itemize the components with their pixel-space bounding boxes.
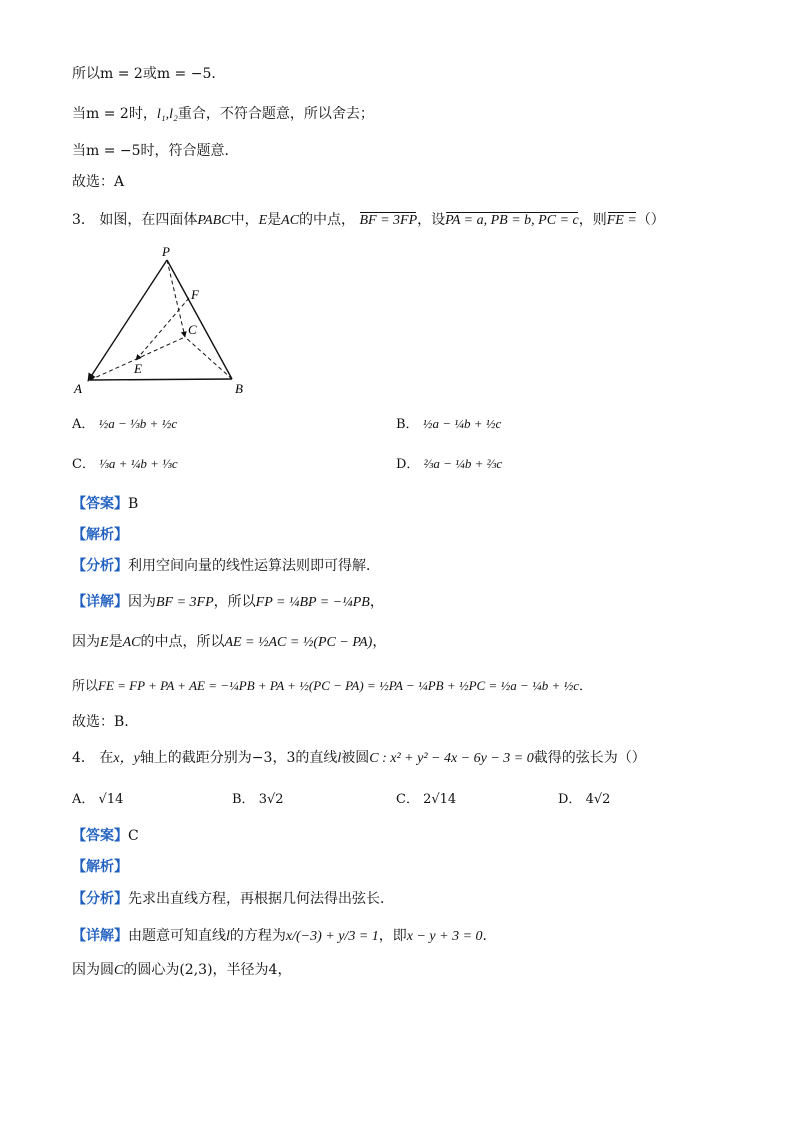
edge-pc: [167, 260, 185, 337]
q4-option-b[interactable]: [232, 790, 284, 810]
q3-answer: [72, 494, 138, 514]
vector-fe: FE =: [607, 211, 637, 231]
xiangjie-tag: 【详解】: [72, 594, 128, 610]
label-c: C: [188, 322, 197, 337]
text-segment: 被圆: [341, 750, 370, 766]
text-segment: 是: [108, 634, 123, 650]
edge-pb: [167, 260, 232, 379]
answer-value: C: [128, 828, 139, 844]
text-segment: ．: [579, 679, 593, 694]
circle-c: C: [114, 963, 124, 978]
tetrahedron-figure: [70, 243, 270, 398]
axes-xy: x，y: [113, 751, 140, 766]
option-label: B．: [396, 417, 419, 432]
q3-detail-3: [72, 676, 592, 697]
text-segment: 截得的弦长为（）: [533, 750, 646, 766]
q4-fenxi: [72, 889, 394, 909]
text-segment: 中，: [230, 212, 259, 228]
q3-fenxi: [72, 556, 380, 576]
option-a[interactable]: [72, 414, 177, 435]
vector-equation: AE = ½AC = ½(PC − PA): [224, 635, 373, 650]
text-segment: 当m = 2时，: [72, 106, 157, 122]
edge-pa: [88, 260, 167, 381]
fenxi-text: 利用空间向量的线性运算法则即可得解．: [128, 558, 380, 574]
text-segment: ，即: [378, 928, 407, 944]
vector-equation: BF = 3FP: [156, 595, 214, 610]
option-text: ½a − ⅓b + ½c: [98, 416, 178, 431]
text-segment: 因为圆: [72, 962, 114, 978]
text-segment: 如图，在四面体: [99, 212, 198, 228]
option-label: A．: [72, 792, 95, 807]
option-text: 4√2: [585, 792, 611, 807]
line-l: l: [226, 929, 230, 944]
answer-blank: （）: [636, 212, 665, 228]
circle-center: (2,3): [179, 962, 213, 978]
vector-equation: FP = ¼BP = −¼PB: [255, 595, 370, 610]
point-e: E: [258, 213, 268, 228]
text-segment: ，所以: [213, 594, 256, 610]
q3-final: 故选：B.: [72, 714, 129, 730]
text-segment: 轴上的截距分别为−3，3的直线: [139, 750, 338, 766]
option-label: C．: [72, 457, 95, 472]
text-line-m-equals-2: [72, 104, 374, 125]
q3-detail-2: [72, 632, 386, 653]
option-text: √14: [98, 792, 124, 807]
fenxi-tag: 【分析】: [72, 891, 128, 907]
text-line-m-equals-neg5: 当m = −5时，符合题意．: [72, 143, 239, 159]
option-b[interactable]: [396, 414, 501, 435]
text-segment: ，半径为4，: [212, 962, 292, 978]
text-line-m-values: 所以m = 2或m = −5．: [72, 66, 226, 82]
text-line-choice-a: 故选：A: [72, 174, 125, 190]
text-segment: 重合，不符合题意，所以舍去；: [177, 106, 374, 122]
jiexi-tag: 【解析】: [72, 527, 128, 543]
q4-option-c[interactable]: [396, 790, 456, 810]
text-segment: 所以: [72, 679, 99, 694]
text-segment: 因为: [128, 594, 156, 610]
fenxi-text: 先求出直线方程，再根据几何法得出弦长．: [128, 891, 394, 907]
label-p: P: [162, 244, 170, 259]
question-3-stem: [72, 210, 665, 231]
point-e: E: [100, 635, 109, 650]
text-segment: 的圆心为: [123, 962, 180, 978]
text-segment: ，: [372, 634, 387, 650]
answer-tag: 【答案】: [72, 496, 128, 512]
circle-equation: C : x² + y² − 4x − 6y − 3 = 0: [369, 751, 534, 766]
xiangjie-tag: 【详解】: [72, 928, 128, 944]
text-segment: ，: [369, 594, 384, 610]
q4-jiexi: [72, 857, 128, 877]
option-label: B．: [232, 792, 255, 807]
answer-value: B: [128, 496, 139, 512]
option-d[interactable]: [396, 454, 502, 475]
option-text: ½a − ¼b + ½c: [422, 416, 502, 431]
question-number: 3．: [72, 212, 95, 228]
option-text: 3√2: [258, 792, 284, 807]
vector-fe-line: [136, 298, 189, 360]
option-text: 2√14: [423, 792, 457, 807]
segment-ac: AC: [122, 635, 141, 650]
vector-assignment: PA = a, PB = b, PC = c: [445, 211, 579, 231]
text-segment: 因为: [72, 634, 100, 650]
answer-tag: 【答案】: [72, 828, 128, 844]
tetrahedron-name: PABC: [197, 213, 231, 228]
text-segment: 在: [99, 750, 114, 766]
q4-option-a[interactable]: [72, 790, 123, 810]
q4-answer: [72, 826, 139, 846]
segment-ac: AC: [281, 213, 300, 228]
option-label: A．: [72, 417, 95, 432]
text-segment: ，则: [578, 212, 607, 228]
option-label: D．: [396, 457, 420, 472]
label-e: E: [134, 361, 142, 376]
option-text: ⅓a + ¼b + ⅓c: [99, 456, 178, 471]
q4-detail-1: [72, 926, 497, 947]
question-4-stem: [72, 748, 646, 769]
q3-detail-1: [72, 592, 384, 613]
text-segment: 的方程为: [229, 928, 286, 944]
jiexi-tag: 【解析】: [72, 859, 128, 875]
text-segment: ．: [482, 928, 497, 944]
q4-detail-2: [72, 960, 291, 981]
line-equation-general: x − y + 3 = 0: [406, 929, 483, 944]
lines-l1-l2: l₁,l₂: [156, 107, 178, 122]
text-segment: 的中点，所以: [140, 634, 225, 650]
text-segment: 的中点，: [299, 212, 356, 228]
option-text: ⅔a − ¼b + ⅔c: [423, 456, 503, 471]
text-segment: ，设: [417, 212, 446, 228]
text-segment: 是: [267, 212, 282, 228]
vector-equation: FE = FP + PA + AE = −¼PB + PA + ½(PC − PA) = ½PA − ¼PB + ½PC = ½a − ¼b + ½c: [98, 678, 580, 693]
edge-ab: [90, 379, 232, 380]
question-number: 4．: [72, 750, 95, 766]
vector-equation-bf: BF = 3FP: [359, 211, 417, 231]
line-l: l: [337, 751, 342, 766]
q3-jiexi: [72, 525, 128, 545]
option-label: D．: [558, 792, 582, 807]
fenxi-tag: 【分析】: [72, 558, 128, 574]
option-label: C．: [396, 792, 419, 807]
line-equation-intercept: x/(−3) + y/3 = 1: [285, 929, 379, 944]
option-c[interactable]: [72, 454, 178, 475]
text-segment: 由题意可知直线: [128, 928, 226, 944]
q4-option-d[interactable]: [558, 790, 610, 810]
edge-bc: [185, 337, 232, 379]
label-b: B: [235, 381, 243, 396]
label-a: A: [74, 381, 82, 396]
label-f: F: [191, 287, 199, 302]
